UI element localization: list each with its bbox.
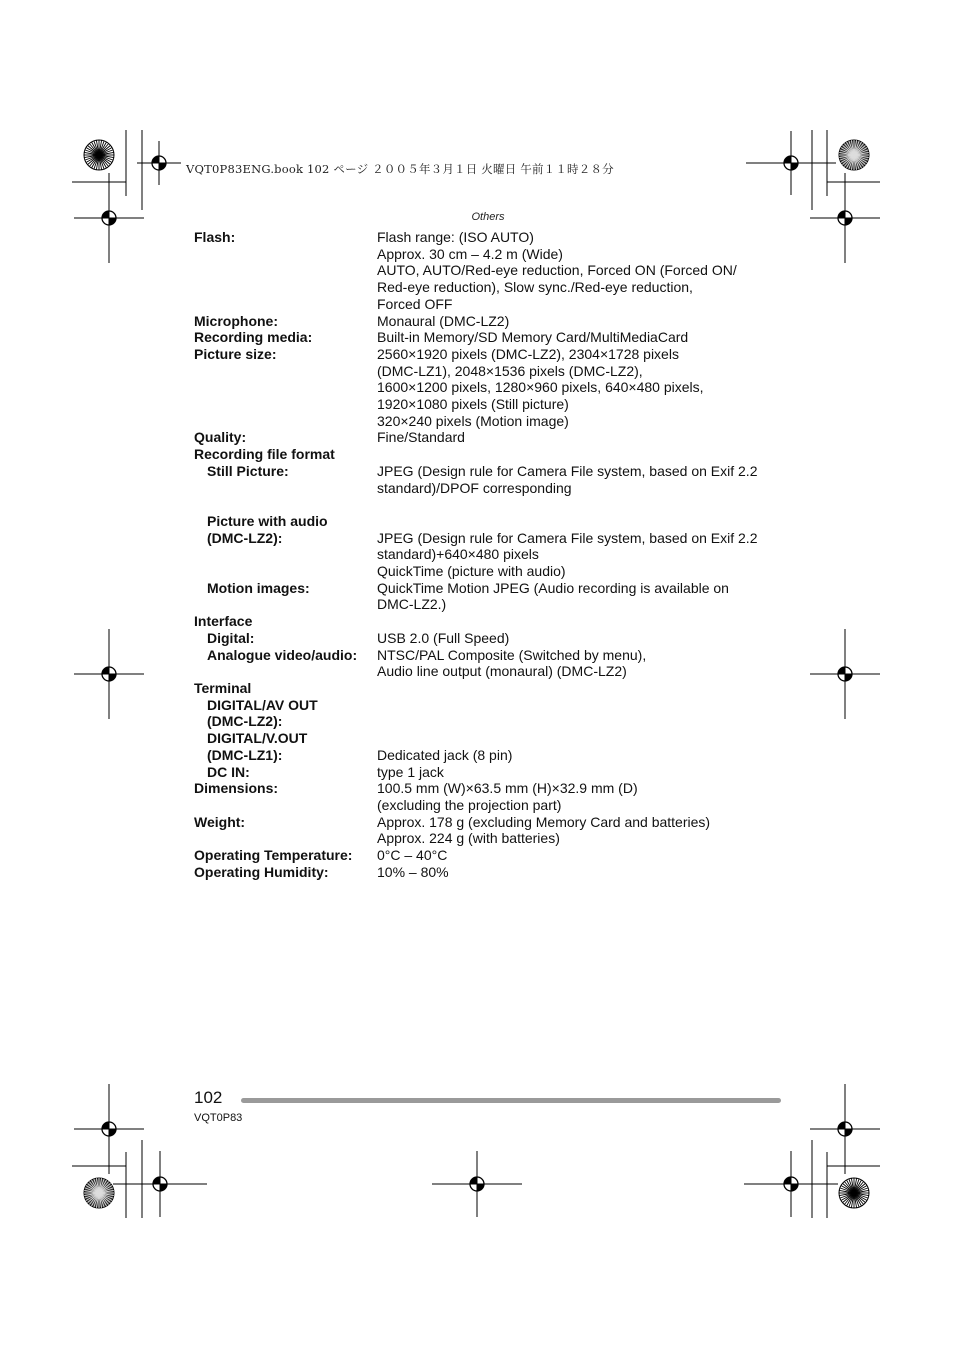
registration-mark	[74, 1084, 144, 1174]
spec-value-line: Red-eye reduction), Slow sync./Red-eye reduction,	[377, 279, 693, 296]
spec-value	[377, 730, 794, 747]
spec-label: Weight:	[194, 813, 246, 830]
page-number: 102	[194, 1088, 223, 1107]
specifications-list	[194, 229, 794, 880]
spec-value-line: Flash range: (ISO AUTO)	[377, 229, 534, 245]
spec-value	[377, 346, 794, 430]
spec-value	[377, 747, 794, 764]
spec-label: (DMC-LZ1):	[207, 746, 283, 763]
star-target-mark	[84, 140, 114, 170]
spec-label	[194, 496, 377, 513]
spec-value-line: Fine/Standard	[377, 429, 465, 446]
spec-value-line: 1920×1080 pixels (Still picture)	[377, 396, 569, 413]
spec-label: (DMC-LZ2):	[207, 713, 283, 730]
spec-value	[377, 580, 794, 613]
spec-value-line: 10% – 80%	[377, 863, 449, 880]
spec-label: Picture with audio	[207, 512, 328, 529]
spec-row	[194, 329, 794, 346]
spec-value-line: Built-in Memory/SD Memory Card/MultiMediaCard	[377, 329, 689, 346]
section-title: Others	[471, 211, 505, 223]
spec-row	[194, 730, 794, 747]
spec-row	[194, 496, 794, 513]
spec-row	[194, 313, 794, 330]
spec-row	[194, 463, 794, 496]
registration-mark	[432, 1151, 522, 1217]
spec-value-line: Approx. 30 cm – 4.2 m (Wide)	[377, 245, 563, 262]
star-target-mark	[84, 1178, 114, 1208]
registration-mark	[744, 1151, 838, 1217]
spec-row	[194, 713, 794, 730]
spec-value-line: Audio line output (monaural) (DMC-LZ2)	[377, 663, 627, 680]
spec-label: Digital:	[207, 629, 255, 646]
spec-row	[194, 764, 794, 781]
spec-value	[377, 647, 794, 680]
spec-row	[194, 647, 794, 680]
spec-value-line: QuickTime Motion JPEG (Audio recording is available on	[377, 579, 729, 596]
spec-label: Recording media:	[194, 329, 313, 346]
star-target-mark	[839, 140, 869, 170]
spec-value	[377, 229, 794, 313]
spec-value-line: standard)+640×480 pixels	[377, 546, 539, 563]
spec-value	[377, 429, 794, 446]
spec-value-line: JPEG (Design rule for Camera File system, based on Exif 2.2	[377, 462, 758, 479]
spec-label: Picture size:	[194, 345, 277, 362]
spec-value-line: Monaural (DMC-LZ2)	[377, 312, 510, 329]
spec-value	[377, 463, 794, 496]
spec-value	[377, 680, 794, 697]
spec-value	[377, 780, 794, 813]
spec-value	[377, 446, 794, 463]
spec-row	[194, 680, 794, 697]
spec-value	[377, 697, 794, 714]
spec-value	[377, 713, 794, 730]
spec-value-line: 0°C – 40°C	[377, 847, 448, 864]
spec-value	[377, 530, 794, 580]
spec-label: Operating Temperature:	[194, 847, 353, 864]
spec-row	[194, 814, 794, 847]
spec-label: Terminal	[194, 679, 252, 696]
spec-value-line: 2560×1920 pixels (DMC-LZ2), 2304×1728 pixels	[377, 345, 679, 362]
spec-row	[194, 697, 794, 714]
spec-value-line: AUTO, AUTO/Red-eye reduction, Forced ON (Forced ON/	[377, 262, 737, 279]
spec-row	[194, 780, 794, 813]
registration-mark	[137, 141, 181, 185]
spec-label: Microphone:	[194, 312, 278, 329]
spec-value-line: 1600×1200 pixels, 1280×960 pixels, 640×480 pixels,	[377, 379, 704, 396]
registration-mark	[746, 131, 836, 195]
star-target-mark	[839, 1178, 869, 1208]
spec-value	[377, 496, 794, 513]
spec-value-line: JPEG (Design rule for Camera File system, based on Exif 2.2	[377, 529, 758, 546]
spec-row	[194, 346, 794, 430]
print-file-header: VQT0P83ENG.book 102 ページ ２００５年３月１日 火曜日 午前１１時２８分	[186, 162, 614, 176]
registration-mark	[74, 629, 144, 719]
spec-label: Quality:	[194, 429, 247, 446]
document-code: VQT0P83	[194, 1112, 243, 1124]
footer-rule	[241, 1098, 781, 1103]
spec-value	[377, 513, 794, 530]
spec-label: Operating Humidity:	[194, 863, 329, 880]
spec-label: Analogue video/audio:	[207, 646, 358, 663]
spec-value-line: Approx. 224 g (with batteries)	[377, 830, 560, 847]
spec-value-line: (DMC-LZ1), 2048×1536 pixels (DMC-LZ2),	[377, 362, 643, 379]
spec-row	[194, 446, 794, 463]
spec-value	[377, 814, 794, 847]
spec-value-line: (excluding the projection part)	[377, 796, 562, 813]
spec-value-line: USB 2.0 (Full Speed)	[377, 629, 510, 646]
spec-row	[194, 747, 794, 764]
spec-value-line: type 1 jack	[377, 763, 444, 780]
spec-row	[194, 513, 794, 530]
spec-row	[194, 630, 794, 647]
spec-label: Recording file format	[194, 446, 335, 463]
spec-row	[194, 429, 794, 446]
spec-label: Still Picture:	[207, 462, 289, 479]
spec-value-line: QuickTime (picture with audio)	[377, 563, 566, 580]
spec-row	[194, 580, 794, 613]
spec-value-line: standard)/DPOF corresponding	[377, 479, 572, 496]
spec-label: Dimensions:	[194, 780, 279, 797]
spec-label: DC IN:	[207, 763, 250, 780]
spec-value-line: Approx. 178 g (excluding Memory Card and batteries)	[377, 813, 711, 830]
spec-row	[194, 864, 794, 881]
registration-mark	[810, 1084, 880, 1174]
spec-value	[377, 764, 794, 781]
spec-value-line: 320×240 pixels (Motion image)	[377, 412, 569, 429]
spec-label: Interface	[194, 613, 253, 630]
registration-mark	[113, 1151, 207, 1217]
spec-value	[377, 847, 794, 864]
spec-row	[194, 847, 794, 864]
spec-label: DIGITAL/AV OUT	[207, 696, 318, 713]
spec-row	[194, 613, 794, 630]
registration-mark	[810, 629, 880, 719]
spec-value-line: DMC-LZ2.)	[377, 596, 447, 613]
spec-label: (DMC-LZ2):	[207, 529, 283, 546]
spec-value-line: Forced OFF	[377, 295, 453, 312]
spec-value	[377, 864, 794, 881]
spec-label: Flash:	[194, 229, 236, 245]
spec-value-line: Dedicated jack (8 pin)	[377, 746, 513, 763]
spec-label: Motion images:	[207, 579, 310, 596]
spec-row	[194, 229, 794, 313]
spec-value	[377, 630, 794, 647]
spec-label: DIGITAL/V.OUT	[207, 730, 308, 747]
spec-value	[377, 613, 794, 630]
spec-value	[377, 329, 794, 346]
spec-row	[194, 530, 794, 580]
spec-value-line: 100.5 mm (W)×63.5 mm (H)×32.9 mm (D)	[377, 780, 638, 797]
spec-value-line: NTSC/PAL Composite (Switched by menu),	[377, 646, 647, 663]
spec-value	[377, 313, 794, 330]
